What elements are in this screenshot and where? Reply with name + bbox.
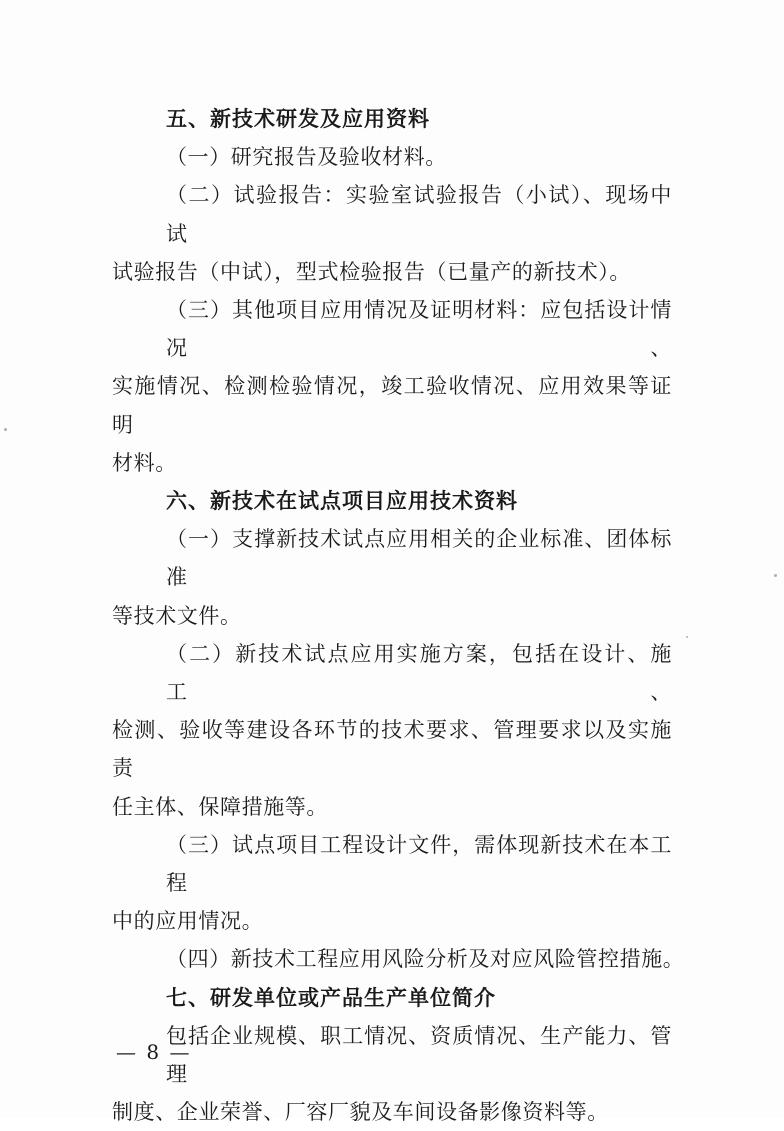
paragraph-line: 任主体、保障措施等。 — [112, 794, 328, 819]
paragraph-line: （二）新技术试点应用实施方案，包括在设计、施工、 — [166, 641, 672, 705]
paragraph-line: 制度、企业荣誉、厂容厂貌及车间设备影像资料等。 — [112, 1100, 609, 1125]
paragraph-line: 试验报告（中试），型式检验报告（已量产的新技术）。 — [112, 259, 631, 284]
paragraph-line: 实施情况、检测检验情况，竣工验收情况、应用效果等证明 — [112, 374, 672, 437]
paragraph-line: 检测、验收等建设各环节的技术要求、管理要求以及实施责 — [112, 718, 672, 781]
scan-speck — [4, 428, 7, 431]
paragraph-line: （一）研究报告及验收材料。 — [166, 145, 447, 170]
paragraph-line: （三）其他项目应用情况及证明材料：应包括设计情况、 — [166, 298, 672, 361]
paragraph-line: 中的应用情况。 — [112, 909, 264, 934]
section-heading-5: 五、新技术研发及应用资料 — [166, 107, 430, 131]
scan-speck — [774, 574, 777, 577]
paragraph-line: （一）支撑新技术试点应用相关的企业标准、团体标准 — [166, 527, 672, 590]
paragraph-line: 包括企业规模、职工情况、资质情况、生产能力、管理 — [166, 1023, 672, 1087]
section-heading-7: 七、研发单位或产品生产单位简介 — [166, 985, 496, 1010]
page-number: — 8 — — [116, 1040, 192, 1064]
section-heading-6: 六、新技术在试点项目应用技术资料 — [166, 489, 518, 514]
paragraph-line: （三）试点项目工程设计文件，需体现新技术在本工程 — [166, 832, 672, 896]
scan-speck — [686, 636, 688, 638]
document-body — [112, 100, 685, 1131]
paragraph-line: 材料。 — [112, 450, 177, 475]
paragraph-line: （四）新技术工程应用风险分析及对应风险管控措施。 — [166, 947, 685, 972]
paragraph-line: （二）试验报告：实验室试验报告（小试）、现场中试 — [166, 183, 672, 246]
paragraph-line: 等技术文件。 — [112, 603, 242, 628]
